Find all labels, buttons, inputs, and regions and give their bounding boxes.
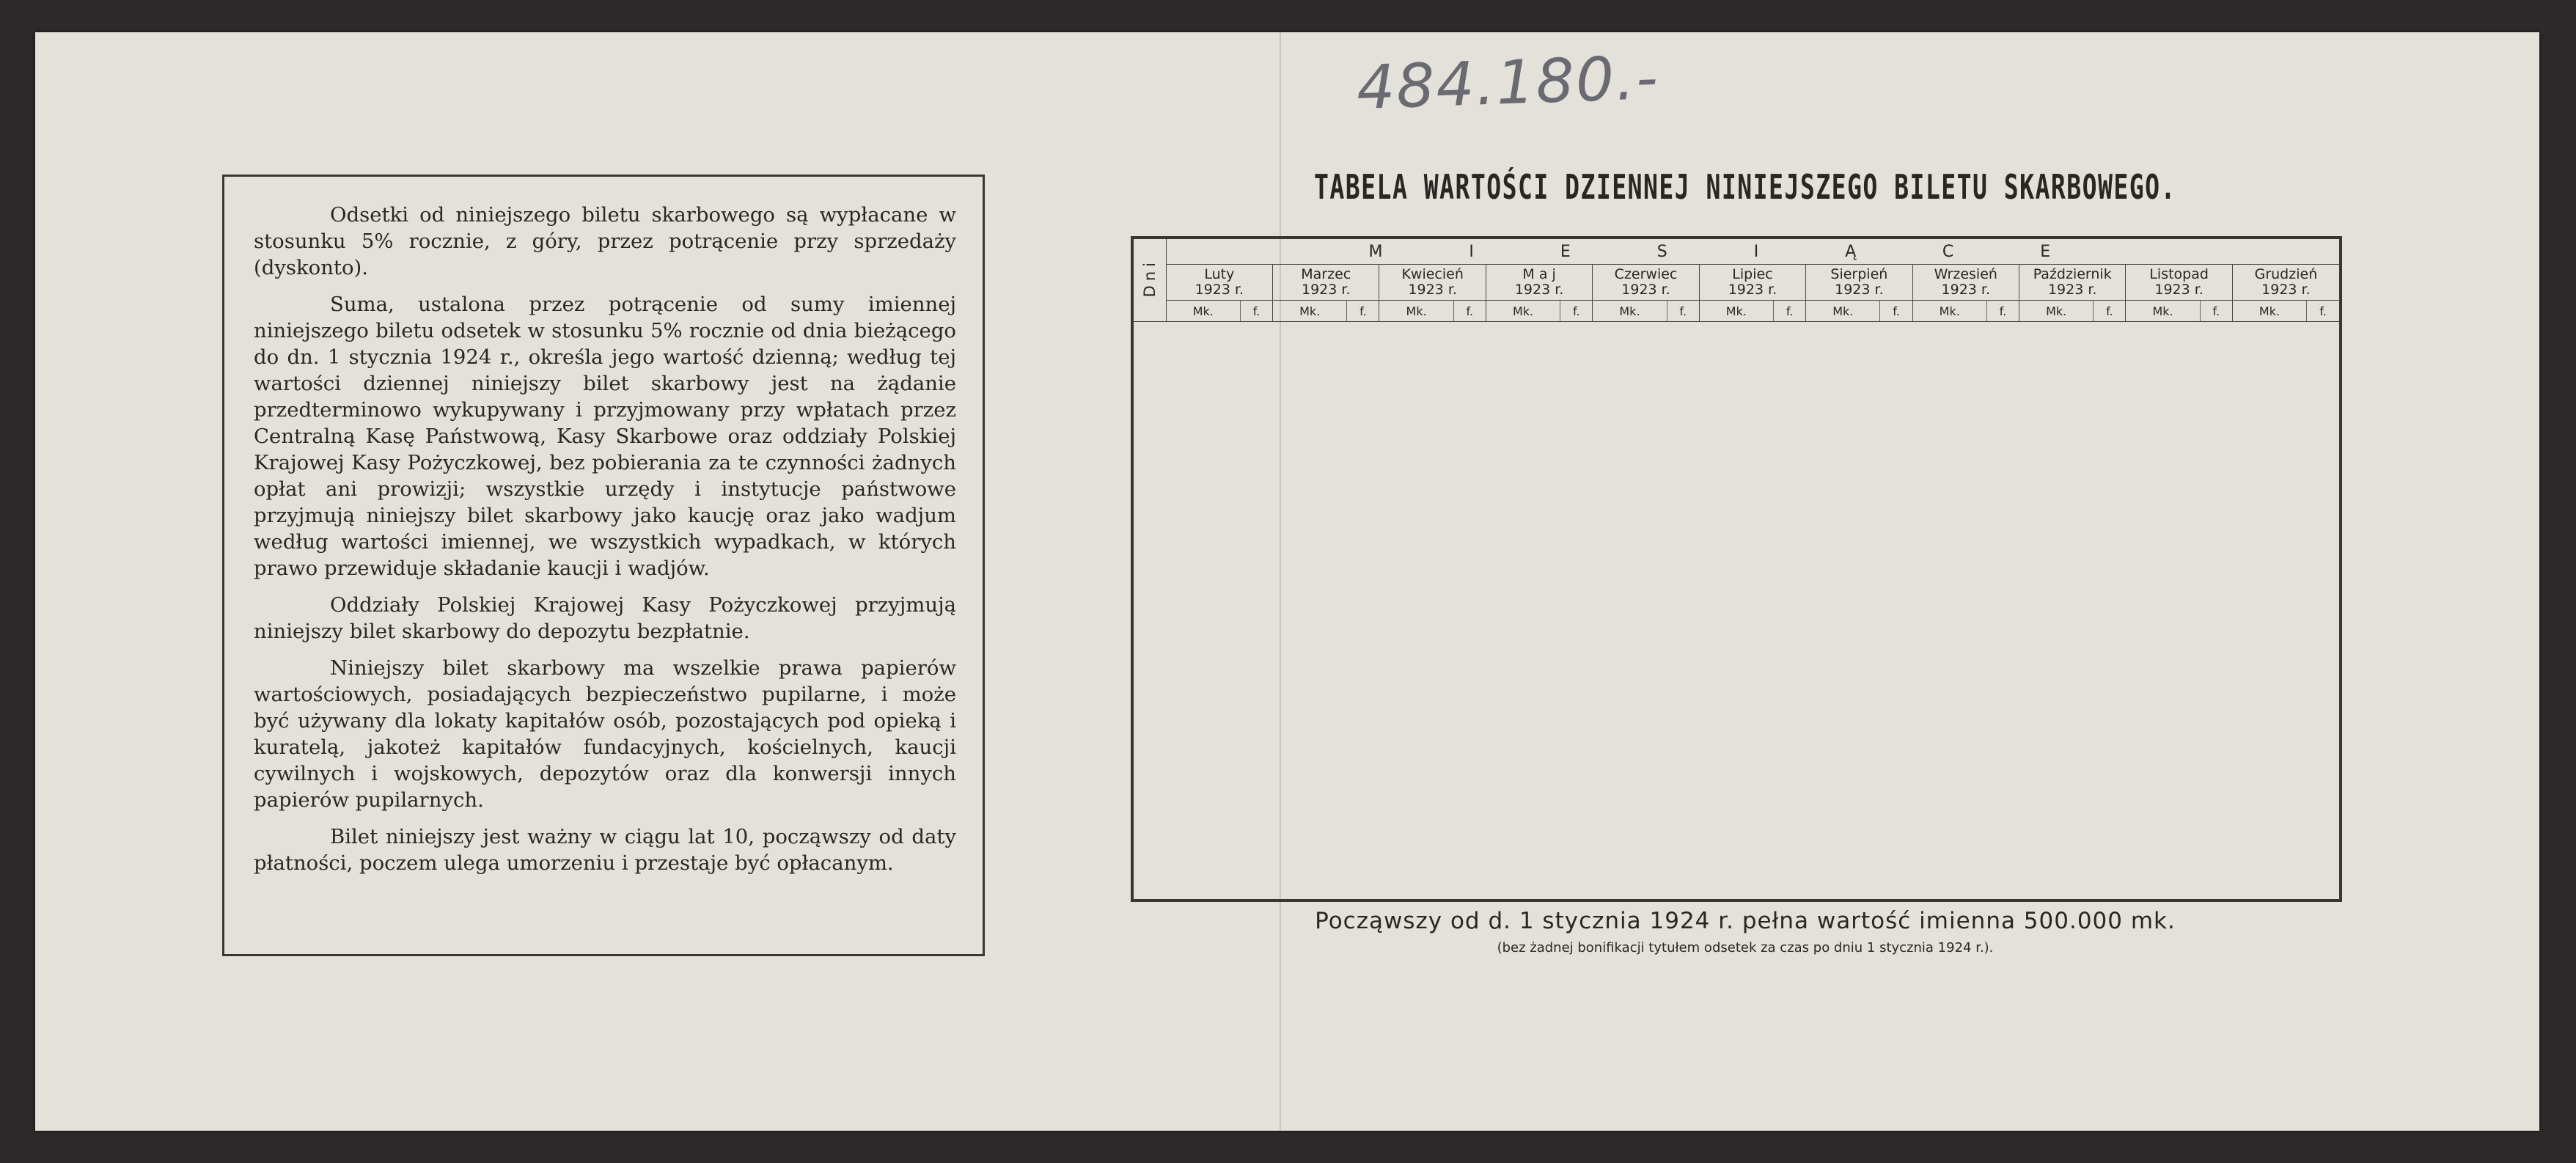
month-header xyxy=(1806,265,1912,301)
terms-paragraph: Bilet niniejszy jest ważny w ciągu lat 10, począwszy od daty płatności, poczem ulega umorzeniu i przestaje być opłacanym. xyxy=(254,825,956,875)
month-year: 1923 r. xyxy=(1408,282,1457,298)
terms-paragraph: Oddziały Polskiej Krajowej Kasy Pożyczkowej przyjmują niniejszy bilet skarbowy do depozytu bezpłatnie. xyxy=(254,593,956,643)
unit-mk: Mk. xyxy=(1486,301,1560,322)
month-year: 1923 r. xyxy=(1835,282,1884,298)
month-name: Luty xyxy=(1204,266,1235,282)
terms-paragraph: Niniejszy bilet skarbowy ma wszelkie prawa papierów wartościowych, posiadających bezpieczeństwo pupilarne, i może być używany dla lokaty kapitałów osób, pozostających pod opieką i kuratelą, jakoteż kapitałów fundacyjnych, kościelnych, kaucji cywilnych i wojskowych, depozytów oraz dla konwersji innych papierów pupilarnych. xyxy=(254,656,956,812)
month-header xyxy=(1486,265,1592,301)
month-header xyxy=(1166,265,1272,301)
unit-mk: Mk. xyxy=(1593,301,1667,322)
unit-mk: Mk. xyxy=(1273,301,1347,322)
unit-f: f. xyxy=(1453,301,1486,322)
month-year: 1923 r. xyxy=(1302,282,1351,298)
month-name: Wrzesień xyxy=(1934,266,1997,282)
month-header xyxy=(2232,265,2339,301)
table-title: TABELA WARTOŚCI DZIENNEJ NINIEJSZEGO BILETU SKARBOWEGO. xyxy=(1314,167,2176,207)
unit-f: f. xyxy=(1240,301,1272,322)
unit-mk: Mk. xyxy=(1166,301,1240,322)
unit-mk: Mk. xyxy=(2019,301,2094,322)
month-header xyxy=(1273,265,1379,301)
month-year: 1923 r. xyxy=(1514,282,1564,298)
unit-mk: Mk. xyxy=(1379,301,1453,322)
handwritten-annotation: 484.180.- xyxy=(1355,43,1661,124)
terms-text-box xyxy=(222,175,985,956)
month-name: Lipiec xyxy=(1732,266,1773,282)
unit-f: f. xyxy=(1774,301,1806,322)
month-header xyxy=(2019,265,2126,301)
miesiace-header: MIESIĄCE xyxy=(1166,239,2339,265)
month-year: 1923 r. xyxy=(1195,282,1244,298)
month-name: Październik xyxy=(2033,266,2112,282)
month-name: Listopad xyxy=(2149,266,2209,282)
footer-full-value: Począwszy od d. 1 stycznia 1924 r. pełna wartość imienna 500.000 mk. xyxy=(1315,908,2176,934)
footer-note: (bez żadnej bonifikacji tytułem odsetek za czas po dniu 1 stycznia 1924 r.). xyxy=(1497,940,1994,955)
value-table xyxy=(1134,239,2339,899)
month-name: Sierpień xyxy=(1830,266,1888,282)
unit-f: f. xyxy=(1986,301,2019,322)
month-header xyxy=(1912,265,2019,301)
month-header xyxy=(1593,265,1699,301)
month-name: M a j xyxy=(1522,266,1556,282)
unit-f: f. xyxy=(2200,301,2232,322)
month-name: Kwiecień xyxy=(1401,266,1464,282)
month-name: Grudzień xyxy=(2254,266,2318,282)
month-header xyxy=(1699,265,1805,301)
unit-mk: Mk. xyxy=(2232,301,2306,322)
unit-f: f. xyxy=(2307,301,2339,322)
unit-f: f. xyxy=(1880,301,1912,322)
month-header xyxy=(1379,265,1486,301)
month-year: 1923 r. xyxy=(2261,282,2311,298)
month-year: 1923 r. xyxy=(1728,282,1777,298)
month-year: 1923 r. xyxy=(2047,282,2097,298)
daily-value-table xyxy=(1131,236,2342,902)
unit-mk: Mk. xyxy=(2126,301,2200,322)
month-year: 1923 r. xyxy=(2154,282,2203,298)
unit-f: f. xyxy=(1347,301,1379,322)
unit-mk: Mk. xyxy=(1912,301,1986,322)
month-header xyxy=(2126,265,2232,301)
month-name: Marzec xyxy=(1301,266,1351,282)
unit-mk: Mk. xyxy=(1806,301,1880,322)
month-name: Czerwiec xyxy=(1614,266,1678,282)
unit-f: f. xyxy=(2094,301,2126,322)
terms-paragraph: Suma, ustalona przez potrącenie od sumy imiennej niniejszego biletu odsetek w stosunku 5% rocznie od dnia bieżącego do dn. 1 stycznia 1924 r., określa jego wartość dzienną; według tej wartości dziennej niniejszy bilet skarbowy jest na żądanie przedterminowo wykupywany i przyjmowany przy wpłatach przez Centralną Kasę Państwową, Kasy Skarbowe oraz oddziały Polskiej Krajowej Kasy Pożyczkowej, bez pobierania za te czynności żadnych opłat ani prowizji; wszystkie urzędy i instytucje państwowe przyjmują niniejszy bilet skarbowy jako kaucję oraz jako wadjum według wartości imiennej, we wszystkich wypadkach, w których prawo przewiduje składanie kaucji i wadjów. xyxy=(254,293,956,580)
dni-label: Dni xyxy=(1140,258,1159,298)
terms-paragraph: Odsetki od niniejszego biletu skarbowego są wypłacane w stosunku 5% rocznie, z góry, przez potrącenie przy sprzedaży (dyskonto). xyxy=(254,203,956,279)
unit-mk: Mk. xyxy=(1699,301,1773,322)
month-year: 1923 r. xyxy=(1941,282,1991,298)
unit-f: f. xyxy=(1667,301,1699,322)
dni-header xyxy=(1134,239,1166,322)
unit-f: f. xyxy=(1560,301,1593,322)
month-year: 1923 r. xyxy=(1621,282,1670,298)
